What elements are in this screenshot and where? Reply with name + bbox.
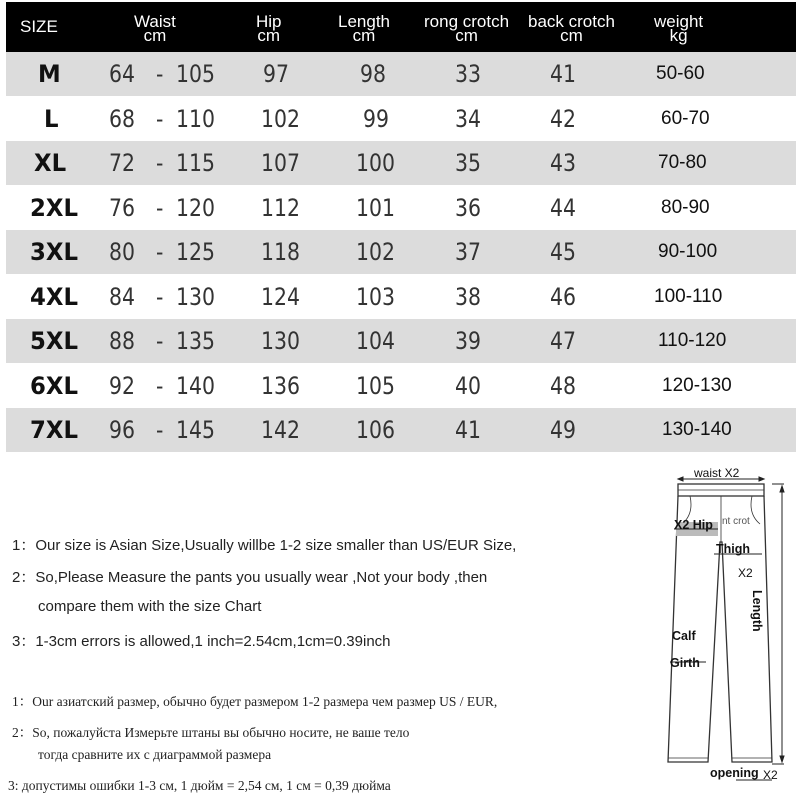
front-crotch-cell: 36: [455, 193, 481, 222]
back-crotch-cell: 49: [550, 416, 576, 444]
waist-min-cell: 80: [109, 238, 135, 266]
calf-label: Calf: [672, 629, 696, 643]
girth-label: Girth: [670, 656, 700, 670]
waist-dash: -: [156, 416, 164, 444]
table-row: [6, 186, 796, 231]
weight-cell: 50-60: [656, 63, 705, 84]
table-header: [6, 2, 796, 52]
header-weight: weight kg: [654, 12, 704, 45]
length-label: Length: [750, 590, 764, 632]
front-crotch-cell: 35: [455, 149, 481, 177]
back-crotch-cell: 45: [550, 238, 576, 266]
waist-max-cell: 105: [176, 60, 215, 88]
waist-min-cell: 72: [109, 149, 135, 177]
table-row: [6, 364, 796, 409]
waist-min-cell: 96: [109, 416, 135, 444]
size-cell: XL: [34, 149, 67, 177]
length-cell: 104: [356, 327, 395, 355]
header-back-crotch: back crotch cm: [528, 12, 615, 45]
opening-label: opening: [710, 766, 759, 780]
front-crotch-label: nt crot: [722, 516, 750, 527]
pants-measurement-diagram: [660, 462, 800, 792]
length-cell: 101: [356, 193, 395, 222]
back-crotch-cell: 47: [550, 327, 576, 355]
length-cell: 106: [356, 416, 395, 444]
note-ru-1: 1：Our азиатский размер, обычно будет размером 1-2 размера чем размер US / EUR,: [12, 694, 498, 709]
hip-cell: 130: [261, 327, 300, 355]
note-ru-2-cont: тогда сравните их с диаграммой размера: [38, 747, 272, 762]
waist-dash: -: [156, 60, 164, 88]
table-row: [6, 408, 796, 453]
header-front-crotch: rong crotch cm: [424, 12, 510, 45]
waist-max-cell: 120: [176, 193, 215, 222]
waist-max-cell: 135: [176, 327, 215, 355]
waist-max-cell: 115: [176, 149, 215, 177]
weight-cell: 60-70: [661, 107, 710, 129]
length-cell: 100: [356, 149, 395, 177]
header-size: SIZE: [20, 17, 58, 36]
table-row: [6, 275, 796, 320]
note-ru-3: 3: допустимы ошибки 1-3 см, 1 дюйм = 2,54 см, 1 см = 0,39 дюйма: [8, 778, 391, 793]
waist-dash: -: [156, 238, 164, 266]
waist-max-cell: 145: [176, 416, 215, 444]
table-row: [6, 230, 796, 275]
thigh-label: Thigh: [716, 542, 751, 556]
table-body: [6, 52, 796, 453]
length-cell: 103: [356, 282, 395, 311]
back-crotch-cell: 41: [550, 60, 576, 88]
note-en-2: 2：So,Please Measure the pants you usually wear ,Not your body ,then: [12, 569, 488, 586]
waist-max-cell: 110: [176, 104, 215, 133]
waist-dash: -: [156, 149, 164, 177]
weight-cell: 110-120: [658, 330, 727, 351]
size-cell: 7XL: [30, 416, 78, 444]
note-en-2-cont: compare them with the size Chart: [38, 598, 262, 615]
length-cell: 105: [356, 371, 395, 400]
waist-max-cell: 140: [176, 371, 215, 400]
weight-cell: 80-90: [661, 196, 710, 218]
note-en-1: 1：Our size is Asian Size,Usually willbe 1-2 size smaller than US/EUR Size,: [12, 537, 517, 554]
hip-cell: 136: [261, 371, 300, 400]
back-crotch-cell: 48: [550, 371, 576, 400]
front-crotch-cell: 33: [455, 60, 481, 88]
size-cell: 5XL: [30, 327, 78, 355]
size-cell: 3XL: [30, 238, 78, 266]
waist-min-cell: 92: [109, 371, 135, 400]
table-row: [6, 52, 796, 97]
hip-label: X2 Hip: [674, 518, 713, 532]
length-cell: 98: [360, 60, 386, 88]
size-cell: L: [44, 104, 59, 133]
hip-cell: 118: [261, 238, 300, 266]
waist-label: waist X2: [694, 466, 740, 480]
front-crotch-cell: 39: [455, 327, 481, 355]
opening-x2-label: X2: [763, 768, 778, 782]
waist-dash: -: [156, 193, 164, 222]
front-crotch-cell: 40: [455, 371, 481, 400]
hip-cell: 112: [261, 193, 300, 222]
note-ru-2: 2：So, пожалуйста Измерьте штаны вы обычно носите, не ваше тело: [12, 725, 410, 740]
waist-dash: -: [156, 371, 164, 400]
table-row: [6, 141, 796, 186]
header-length: Length cm: [338, 12, 390, 45]
back-crotch-cell: 42: [550, 104, 576, 133]
waist-min-cell: 76: [109, 193, 135, 222]
table-row: [6, 97, 796, 142]
weight-cell: 100-110: [654, 285, 723, 307]
length-cell: 99: [363, 104, 389, 133]
hip-cell: 142: [261, 416, 300, 444]
size-cell: M: [38, 60, 61, 88]
weight-cell: 90-100: [658, 241, 718, 262]
waist-dash: -: [156, 282, 164, 311]
hip-cell: 102: [261, 104, 300, 133]
weight-cell: 130-140: [662, 419, 732, 440]
hip-cell: 107: [261, 149, 300, 177]
thigh-x2-label: X2: [738, 566, 753, 580]
hip-cell: 124: [261, 282, 300, 311]
header-waist: Waist cm: [134, 12, 176, 45]
back-crotch-cell: 43: [550, 149, 576, 177]
back-crotch-cell: 44: [550, 193, 576, 222]
waist-min-cell: 64: [109, 60, 135, 88]
weight-cell: 120-130: [662, 374, 732, 396]
note-en-3: 3：1-3cm errors is allowed,1 inch=2.54cm,1cm=0.39inch: [12, 633, 391, 650]
table-row: [6, 319, 796, 364]
waist-dash: -: [156, 327, 164, 355]
weight-cell: 70-80: [658, 152, 707, 173]
size-cell: 6XL: [30, 371, 78, 400]
header-hip: Hip cm: [256, 12, 282, 45]
front-crotch-cell: 41: [455, 416, 481, 444]
waist-max-cell: 125: [176, 238, 215, 266]
waist-dash: -: [156, 104, 164, 133]
front-crotch-cell: 37: [455, 238, 481, 266]
size-cell: 4XL: [30, 282, 78, 311]
waist-max-cell: 130: [176, 282, 215, 311]
waist-min-cell: 84: [109, 282, 135, 311]
pants-outline-icon: [660, 462, 800, 792]
size-cell: 2XL: [30, 193, 78, 222]
front-crotch-cell: 38: [455, 282, 481, 311]
waist-min-cell: 68: [109, 104, 135, 133]
front-crotch-cell: 34: [455, 104, 481, 133]
waist-min-cell: 88: [109, 327, 135, 355]
length-cell: 102: [356, 238, 395, 266]
back-crotch-cell: 46: [550, 282, 576, 311]
size-table: [6, 2, 796, 453]
hip-cell: 97: [263, 60, 289, 88]
